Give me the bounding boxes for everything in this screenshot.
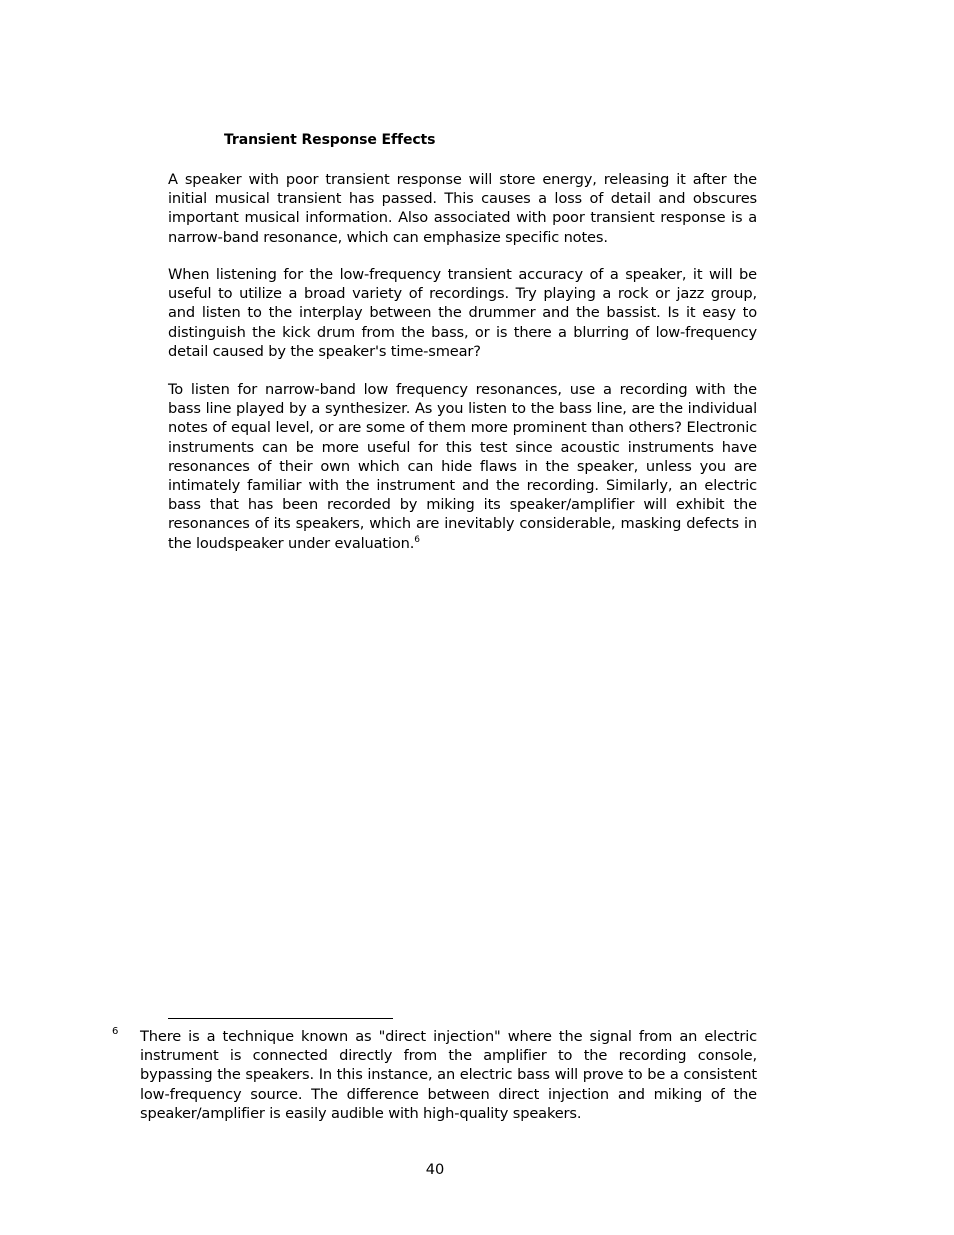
paragraph-3-text: To listen for narrow-band low frequency resonances, use a recording with the bass line played by a synthesizer. As you listen to the bass line, are the individual notes of equal level, or are some of them more prominent than others? Electronic instruments can be more useful for this test since acoustic instruments have resonances of their own which can hide flaws in the speaker, unless you are intimately familiar with the instrument and the recording. Similarly, an electric bass that has been recorded by miking its speaker/amplifier will exhibit the resonances of its speakers, which are inevitably considerable, masking defects in the loudspeaker under evaluation.	[168, 381, 757, 552]
paragraph-1: A speaker with poor transient response will store energy, releasing it after the initial musical transient has passed. This causes a loss of detail and obscures important musical information. Also associated with poor transient response is a narrow-band resonance, which can emphasize specific notes.	[168, 171, 757, 246]
footnote-text: There is a technique known as "direct injection" where the signal from an electric instrument is connected directly from the amplifier to the recording console, bypassing the speakers. In this instance, an electric bass will prove to be a consistent low-frequency source. The difference between direct injection and miking of the speaker/amplifier is easily audible with high-quality speakers.	[140, 1028, 757, 1122]
paragraph-2: When listening for the low-frequency transient accuracy of a speaker, it will be useful to utilize a broad variety of recordings. Try playing a rock or jazz group, and listen to the interplay between the drummer and the bassist. Is it easy to distinguish the kick drum from the bass, or is there a blurring of low-frequency detail caused by the speaker's time-smear?	[168, 266, 757, 360]
footnote-number: 6	[112, 1026, 119, 1037]
paragraph-3	[168, 380, 757, 553]
footnote-separator	[168, 1018, 393, 1019]
page-number: 40	[425, 1161, 445, 1178]
footnote-reference[interactable]: 6	[414, 534, 420, 545]
section-heading: Transient Response Effects	[224, 132, 436, 148]
